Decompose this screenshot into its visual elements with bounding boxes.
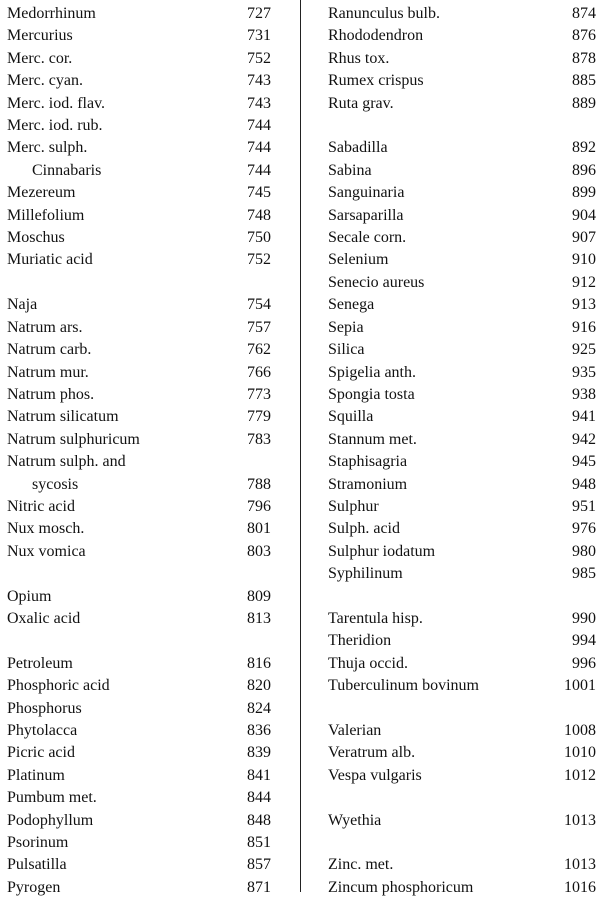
index-entry <box>7 742 271 764</box>
index-entry <box>328 854 596 876</box>
index-entry <box>328 810 596 832</box>
index-entry <box>7 832 271 854</box>
remedy-name: Selenium <box>328 251 389 269</box>
index-spacer <box>328 832 596 854</box>
index-entry <box>7 384 271 406</box>
remedy-name: Ranunculus bulb. <box>328 5 440 22</box>
remedy-name: Rhus tox. <box>328 49 390 67</box>
remedy-name: Cinnabaris <box>32 161 102 179</box>
index-entry <box>328 70 596 92</box>
index-entry <box>328 362 596 384</box>
remedy-name: Natrum silicatum <box>7 408 119 426</box>
index-entry <box>7 317 271 339</box>
index-entry <box>7 227 271 249</box>
page-number: 976 <box>572 520 596 538</box>
remedy-name: Sabadilla <box>328 139 388 157</box>
remedy-name: Merc. iod. rub. <box>7 117 103 135</box>
index-entry <box>328 160 596 182</box>
page-number: 841 <box>247 766 271 784</box>
index-entry <box>328 406 596 428</box>
remedy-name: Zincum phosphoricum <box>328 878 474 896</box>
page-number: 885 <box>572 72 596 90</box>
index-entry <box>7 496 271 518</box>
remedy-name: Wyethia <box>328 811 382 829</box>
page-number: 820 <box>247 677 271 695</box>
page-number: 762 <box>247 341 271 359</box>
index-entry <box>7 541 271 563</box>
page-number: 878 <box>572 49 596 67</box>
remedy-name: Stannum met. <box>328 430 417 448</box>
page-number: 848 <box>247 811 271 829</box>
remedy-name: Valerian <box>328 722 382 739</box>
index-entry <box>328 137 596 159</box>
index-entry <box>7 877 271 899</box>
page-number: 743 <box>247 72 271 90</box>
index-entry <box>328 608 596 630</box>
index-entry <box>328 339 596 361</box>
index-entry <box>7 720 271 742</box>
page-number: 783 <box>247 430 271 448</box>
index-entry <box>7 474 271 496</box>
page-number: 744 <box>247 139 271 157</box>
page-number: 1008 <box>564 722 596 739</box>
remedy-name: Sepia <box>328 318 364 336</box>
page-number: 874 <box>572 5 596 22</box>
remedy-name: sycosis <box>32 475 79 493</box>
page-number: 889 <box>572 94 596 112</box>
remedy-name: Syphilinum <box>328 565 403 583</box>
page-number: 942 <box>572 430 596 448</box>
remedy-name: Oxalic acid <box>7 609 81 627</box>
index-entry <box>7 765 271 787</box>
page-number: 816 <box>247 654 271 672</box>
index-column-right <box>328 3 596 899</box>
remedy-name: Thuja occid. <box>328 654 408 672</box>
page-number: 980 <box>572 542 596 560</box>
page-number: 941 <box>572 408 596 426</box>
remedy-name: Moschus <box>7 229 65 247</box>
index-entry <box>328 742 596 764</box>
remedy-name: Podophyllum <box>7 811 94 829</box>
remedy-name: Pulsatilla <box>7 856 67 874</box>
index-entry <box>7 182 271 204</box>
page-number: 876 <box>572 27 596 45</box>
index-entry <box>328 518 596 540</box>
index-entry <box>7 698 271 720</box>
index-entry <box>7 854 271 876</box>
index-entry <box>7 294 271 316</box>
index-entry <box>7 608 271 630</box>
page-number: 757 <box>247 318 271 336</box>
remedy-name: Ruta grav. <box>328 94 394 112</box>
page-number: 948 <box>572 475 596 493</box>
index-entry <box>7 586 271 608</box>
page-number: 801 <box>247 520 271 538</box>
index-entry <box>7 339 271 361</box>
remedy-name: Picric acid <box>7 744 75 762</box>
index-entry <box>328 272 596 294</box>
index-entry <box>328 765 596 787</box>
remedy-name: Psorinum <box>7 834 69 852</box>
index-entry <box>328 429 596 451</box>
page-number: 788 <box>247 475 271 493</box>
page-number: 904 <box>572 206 596 224</box>
page-number: 824 <box>247 699 271 717</box>
index-entry <box>328 653 596 675</box>
index-entry <box>7 787 271 809</box>
page-number: 766 <box>247 363 271 381</box>
index-entry <box>328 48 596 70</box>
remedy-name: Natrum mur. <box>7 363 89 381</box>
index-entry <box>7 653 271 675</box>
remedy-name: Mezereum <box>7 184 76 202</box>
index-entry <box>328 182 596 204</box>
page-number: 935 <box>572 363 596 381</box>
remedy-name: Merc. iod. flav. <box>7 94 106 112</box>
remedy-name: Pyrogen <box>7 878 61 896</box>
page-number: 916 <box>572 318 596 336</box>
remedy-name: Silica <box>328 341 365 359</box>
remedy-name: Spongia tosta <box>328 385 415 403</box>
page-number: 945 <box>572 453 596 471</box>
remedy-name: Naja <box>7 296 38 314</box>
remedy-name: Natrum phos. <box>7 385 95 403</box>
index-spacer <box>7 630 271 652</box>
page-number: 752 <box>247 49 271 67</box>
remedy-name: Merc. cyan. <box>7 72 83 90</box>
page-number: 990 <box>572 609 596 627</box>
index-entry <box>7 362 271 384</box>
remedy-name: Sulphur <box>328 497 379 515</box>
page-number: 857 <box>247 856 271 874</box>
index-entry <box>328 25 596 47</box>
page-number: 731 <box>247 27 271 45</box>
page-number: 1012 <box>564 766 596 784</box>
index-spacer <box>7 563 271 585</box>
remedy-name: Sulphur iodatum <box>328 542 436 560</box>
page-number: 773 <box>247 385 271 403</box>
index-entry <box>328 317 596 339</box>
page-number: 907 <box>572 229 596 247</box>
remedy-name: Spigelia anth. <box>328 363 416 381</box>
remedy-name: Natrum carb. <box>7 341 92 359</box>
column-divider <box>300 0 301 892</box>
page-number: 1016 <box>564 878 596 896</box>
remedy-name: Petroleum <box>7 654 73 672</box>
page-number: 809 <box>247 587 271 605</box>
page-number: 912 <box>572 273 596 291</box>
index-entry <box>7 810 271 832</box>
index-entry <box>7 249 271 271</box>
index-entry <box>7 70 271 92</box>
remedy-name: Millefolium <box>7 206 85 224</box>
remedy-name: Rhododendron <box>328 27 424 45</box>
page-number: 899 <box>572 184 596 202</box>
remedy-name: Staphisagria <box>328 453 408 471</box>
page-number: 748 <box>247 206 271 224</box>
page-number: 985 <box>572 565 596 583</box>
remedy-name: Natrum ars. <box>7 318 83 336</box>
remedy-name: Stramonium <box>328 475 408 493</box>
page-number: 796 <box>247 497 271 515</box>
remedy-name: Merc. cor. <box>7 49 73 67</box>
index-entry <box>328 675 596 697</box>
page-number: 871 <box>247 878 271 896</box>
index-entry <box>328 384 596 406</box>
index-entry <box>328 93 596 115</box>
index-entry <box>7 115 271 137</box>
index-entry <box>328 451 596 473</box>
index-entry <box>7 137 271 159</box>
page-number: 803 <box>247 542 271 560</box>
page-number: 910 <box>572 251 596 269</box>
index-entry <box>7 205 271 227</box>
page-number: 744 <box>247 117 271 135</box>
remedy-name: Sulph. acid <box>328 520 400 538</box>
remedy-name: Phosphoric acid <box>7 677 110 695</box>
remedy-name: Senecio aureus <box>328 273 425 291</box>
page-number: 938 <box>572 385 596 403</box>
page-number: 752 <box>247 251 271 269</box>
index-column-left <box>7 3 271 899</box>
page-number: 851 <box>247 834 271 852</box>
remedy-name: Phosphorus <box>7 699 82 717</box>
remedy-name: Platinum <box>7 766 65 784</box>
remedy-name: Nux mosch. <box>7 520 85 538</box>
index-entry <box>328 563 596 585</box>
page-number: 754 <box>247 296 271 314</box>
index-spacer <box>7 272 271 294</box>
index-entry <box>328 630 596 652</box>
page-number: 813 <box>247 609 271 627</box>
index-spacer <box>328 698 596 720</box>
index-entry <box>328 227 596 249</box>
remedy-name: Squilla <box>328 408 374 426</box>
index-entry <box>7 406 271 428</box>
remedy-name: Medorrhinum <box>7 5 96 22</box>
page-number: 779 <box>247 408 271 426</box>
page-number: 994 <box>572 632 596 650</box>
page-number: 1013 <box>564 811 596 829</box>
index-spacer <box>328 586 596 608</box>
index-entry <box>328 294 596 316</box>
index-entry <box>328 720 596 742</box>
remedy-name: Opium <box>7 587 52 605</box>
remedy-name: Tuberculinum bovinum <box>328 677 479 695</box>
index-entry <box>7 160 271 182</box>
remedy-name: Nux vomica <box>7 542 86 560</box>
index-entry <box>328 496 596 518</box>
index-spacer <box>328 115 596 137</box>
page-number: 836 <box>247 722 271 739</box>
remedy-name: Rumex crispus <box>328 72 424 90</box>
index-entry <box>328 541 596 563</box>
index-entry <box>328 877 596 899</box>
remedy-name: Nitric acid <box>7 497 75 515</box>
index-entry <box>7 518 271 540</box>
index-entry <box>7 25 271 47</box>
remedy-name: Veratrum alb. <box>328 744 416 762</box>
remedy-name: Natrum sulphuricum <box>7 430 140 448</box>
remedy-name: Merc. sulph. <box>7 139 88 157</box>
page-number: 745 <box>247 184 271 202</box>
page-number: 951 <box>572 497 596 515</box>
page-number: 996 <box>572 654 596 672</box>
remedy-name: Natrum sulph. and <box>7 453 126 471</box>
remedy-name: Secale corn. <box>328 229 407 247</box>
index-entry <box>7 3 271 25</box>
remedy-name: Mercurius <box>7 27 73 45</box>
page-number: 743 <box>247 94 271 112</box>
page-number: 744 <box>247 161 271 179</box>
remedy-name: Vespa vulgaris <box>328 766 422 784</box>
page-number: 750 <box>247 229 271 247</box>
index-entry <box>328 205 596 227</box>
remedy-name: Theridion <box>328 632 392 650</box>
remedy-name: Senega <box>328 296 375 314</box>
remedy-name: Muriatic acid <box>7 251 93 269</box>
page-number: 839 <box>247 744 271 762</box>
index-entry <box>328 474 596 496</box>
index-entry <box>7 429 271 451</box>
page-number: 913 <box>572 296 596 314</box>
index-entry <box>7 93 271 115</box>
index-entry <box>7 675 271 697</box>
index-entry <box>328 249 596 271</box>
page-number: 896 <box>572 161 596 179</box>
remedy-name: Sanguinaria <box>328 184 405 202</box>
index-entry <box>328 3 596 25</box>
page-number: 844 <box>247 789 271 807</box>
remedy-name: Pumbum met. <box>7 789 97 807</box>
page-number: 1001 <box>564 677 596 695</box>
page-number: 925 <box>572 341 596 359</box>
index-entry <box>7 451 271 473</box>
index-spacer <box>328 787 596 809</box>
index-entry <box>7 48 271 70</box>
page-number: 1010 <box>564 744 596 762</box>
remedy-name: Zinc. met. <box>328 856 394 874</box>
page-number: 892 <box>572 139 596 157</box>
remedy-name: Sarsaparilla <box>328 206 404 224</box>
page-number: 1013 <box>564 856 596 874</box>
remedy-name: Phytolacca <box>7 722 78 739</box>
remedy-name: Tarentula hisp. <box>328 609 423 627</box>
remedy-name: Sabina <box>328 161 372 179</box>
page-number: 727 <box>247 5 271 22</box>
